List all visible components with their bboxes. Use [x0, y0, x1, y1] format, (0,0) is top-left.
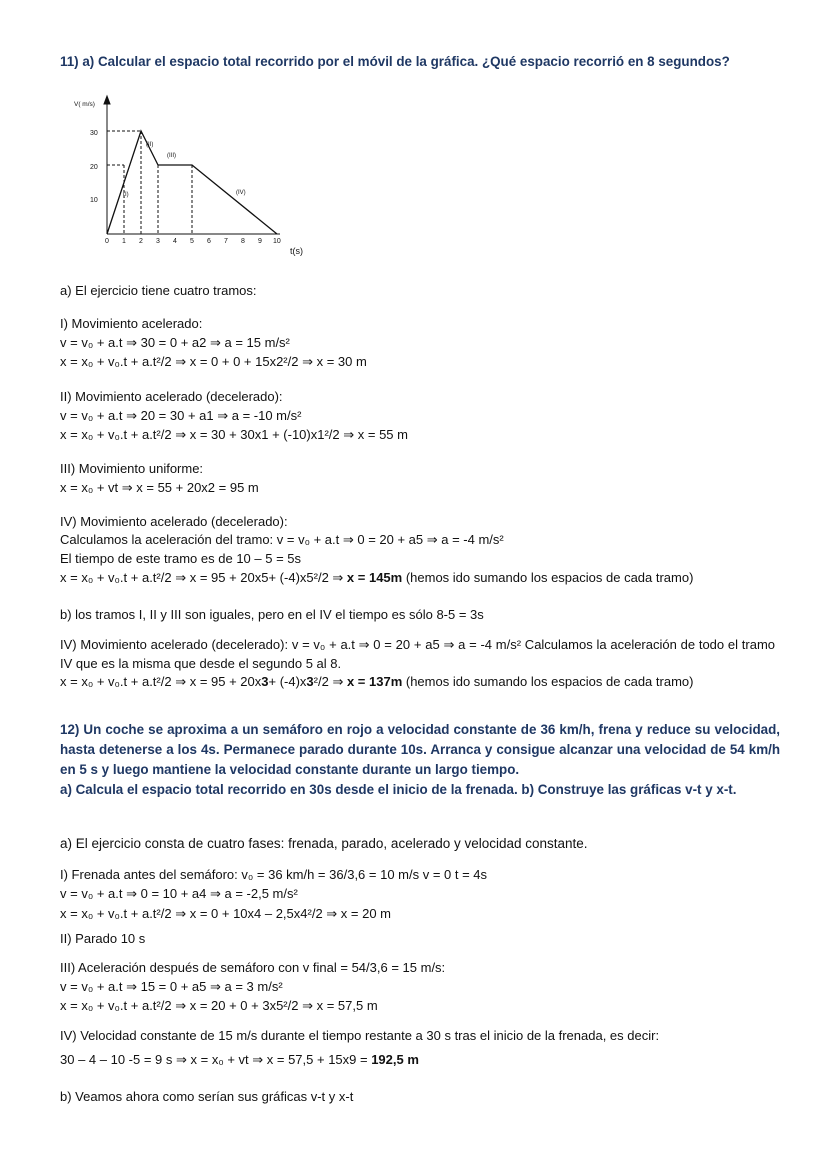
x-tick: 8 — [241, 238, 245, 245]
q12-s3-heading: III) Aceleración después de semáforo con v final = 54/3,6 = 15 m/s: — [60, 960, 446, 975]
segment-label: (I) — [123, 192, 129, 198]
y-axis-label: V( m/s) — [74, 101, 95, 108]
x-tick: 2 — [139, 238, 143, 245]
bold-three: 3 — [261, 674, 269, 689]
x-tick: 4 — [173, 238, 177, 245]
q12-s1-heading: I) Frenada antes del semáforo: v₀ = 36 km/h = 36/3,6 = 10 m/s v = 0 t = 4s — [60, 867, 488, 882]
q11-b-intro: b) los tramos I, II y III son iguales, pero en el IV el tiempo es sólo 8-5 = 3s — [60, 607, 484, 622]
q12-s1-line2: x = x₀ + v₀.t + a.t²/2 ⇒ x = 0 + 10x4 – 2,5x4²/2 ⇒ x = 20 m — [60, 906, 392, 921]
segment-label: (II) — [146, 142, 154, 148]
q11-s1-heading: I) Movimiento acelerado: — [60, 316, 203, 331]
note: (hemos ido sumando los espacios de cada tramo) — [402, 674, 694, 689]
formula: x = x₀ + v₀.t + a.t²/2 ⇒ x = 95 + 20x5+ (-4)x5²/2 ⇒ — [60, 570, 347, 585]
q11-s1-line2: x = x₀ + v₀.t + a.t²/2 ⇒ x = 0 + 0 + 15x2²/2 ⇒ x = 30 m — [60, 354, 367, 369]
formula: 30 – 4 – 10 -5 = 9 s ⇒ x = x₀ + vt ⇒ x = 57,5 + 15x9 = — [60, 1052, 372, 1067]
segment-label: (IV) — [236, 190, 246, 196]
x-tick: 10 — [273, 238, 281, 245]
q12-s3-line1: v = v₀ + a.t ⇒ 15 = 0 + a5 ⇒ a = 3 m/s² — [60, 979, 283, 994]
q11-s2-line1: v = v₀ + a.t ⇒ 20 = 30 + a1 ⇒ a = -10 m/s² — [60, 408, 302, 423]
x-tick: 3 — [156, 238, 160, 245]
q11-s1-line1: v = v₀ + a.t ⇒ 30 = 0 + a2 ⇒ a = 15 m/s² — [60, 335, 290, 350]
y-tick: 30 — [90, 130, 98, 137]
q12-s2-heading: II) Parado 10 s — [60, 931, 146, 946]
q11-s2-line2: x = x₀ + v₀.t + a.t²/2 ⇒ x = 30 + 30x1 + (-10)x1²/2 ⇒ x = 55 m — [60, 427, 408, 442]
q11-b-paragraph: IV) Movimiento acelerado (decelerado): v = v₀ + a.t ⇒ 0 = 20 + a5 ⇒ a = -4 m/s² Calculamos la aceleración de todo el tramo IV que es la misma que desde el segundo 5 al 8. — [60, 637, 775, 671]
q11-s2-heading: II) Movimiento acelerado (decelerado): — [60, 389, 283, 404]
q12-b-intro: b) Veamos ahora como serían sus gráficas v-t y x-t — [60, 1089, 354, 1104]
q11-s4-line3 — [60, 570, 693, 586]
bold-three: 3 — [306, 674, 314, 689]
x-tick: 0 — [105, 238, 109, 245]
q12-title: 12) Un coche se aproxima a un semáforo en rojo a velocidad constante de 36 km/h, frena y reduce su velocidad, hasta detenerse a los 4s. Permanece parado durante 10s. Arranca y consigue alcanzar una velocidad de 54 km/h en 5 s y luego mantiene la velocidad constante durante un largo tiempo. — [60, 722, 780, 777]
q11-title: 11) a) Calcular el espacio total recorrido por el móvil de la gráfica. ¿Qué espacio recorrió en 8 segundos? — [60, 54, 730, 69]
q12-s3-line2: x = x₀ + v₀.t + a.t²/2 ⇒ x = 20 + 0 + 3x5²/2 ⇒ x = 57,5 m — [60, 998, 378, 1013]
q11-s3-line1: x = x₀ + vt ⇒ x = 55 + 20x2 = 95 m — [60, 480, 259, 495]
y-axis-arrow — [104, 96, 110, 104]
q11-s4-heading: IV) Movimiento acelerado (decelerado): — [60, 514, 288, 529]
q12-s1-line1: v = v₀ + a.t ⇒ 0 = 10 + a4 ⇒ a = -2,5 m/s² — [60, 886, 298, 901]
q11-b-last-line — [60, 674, 693, 690]
x-tick: 6 — [207, 238, 211, 245]
q11-intro: a) El ejercicio tiene cuatro tramos: — [60, 283, 257, 298]
y-tick: 20 — [90, 164, 98, 171]
segment-label: (III) — [167, 153, 176, 159]
q11-s4-line1: Calculamos la aceleración del tramo: v = v₀ + a.t ⇒ 0 = 20 + a5 ⇒ a = -4 m/s² — [60, 532, 504, 547]
q12-subtitle: a) Calcula el espacio total recorrido en 30s desde el inicio de la frenada. b) Construye las gráficas v-t y x-t. — [60, 782, 737, 797]
q12-s4-heading: IV) Velocidad constante de 15 m/s durante el tiempo restante a 30 s tras el inicio de la frenada, es decir: — [60, 1028, 660, 1043]
note: (hemos ido sumando los espacios de cada tramo) — [402, 570, 694, 585]
x-tick: 7 — [224, 238, 228, 245]
x-axis-label: t(s) — [290, 246, 303, 256]
x-tick: 1 — [122, 238, 126, 245]
x-tick: 5 — [190, 238, 194, 245]
formula: ²/2 ⇒ — [313, 674, 347, 689]
q11-s4-line2: El tiempo de este tramo es de 10 – 5 = 5s — [60, 551, 302, 566]
velocity-time-graph — [70, 92, 330, 262]
q11-s3-heading: III) Movimiento uniforme: — [60, 461, 204, 476]
q12-s4-line1 — [60, 1052, 419, 1068]
y-tick: 10 — [90, 197, 98, 204]
result-137m: x = 137m — [346, 674, 403, 689]
x-tick: 9 — [258, 238, 262, 245]
formula: + (-4)x — [268, 674, 307, 689]
result-145m: x = 145m — [346, 570, 403, 585]
q12-intro: a) El ejercicio consta de cuatro fases: frenada, parado, acelerado y velocidad constante. — [60, 836, 588, 851]
formula: x = x₀ + v₀.t + a.t²/2 ⇒ x = 95 + 20x — [60, 674, 262, 689]
result-192-5m: 192,5 m — [371, 1052, 419, 1067]
x-ticks — [105, 238, 281, 245]
